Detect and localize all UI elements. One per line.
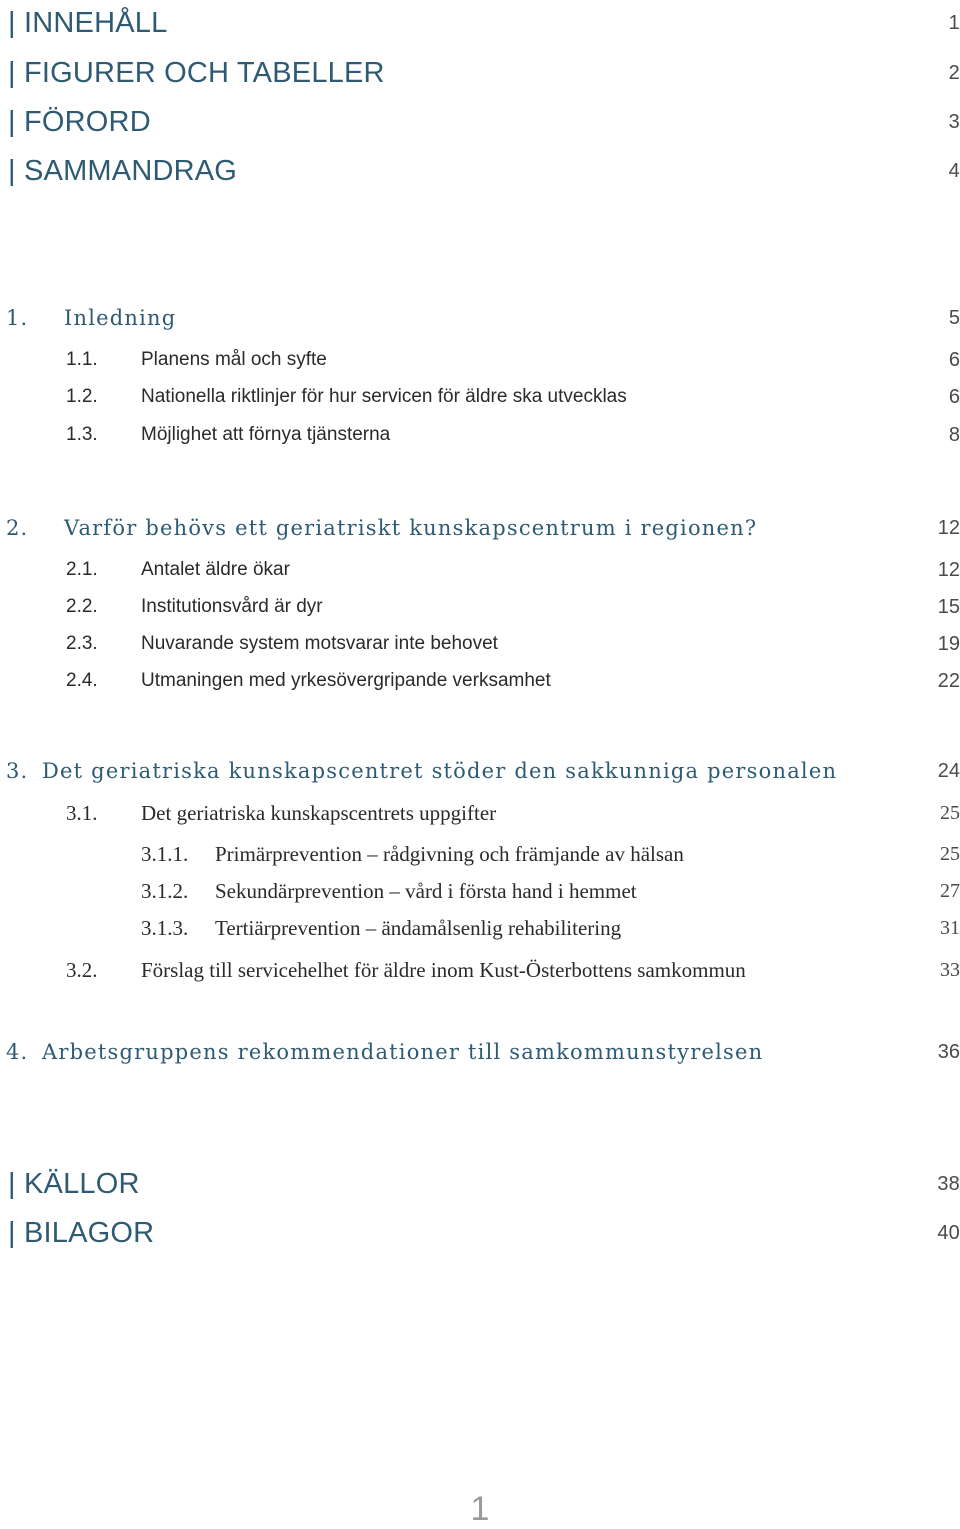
toc-entry-page: 40 — [937, 1222, 960, 1244]
section-page: 25 — [940, 802, 960, 824]
toc-entry-page: 2 — [948, 62, 960, 84]
section-number: 3.1.3. — [141, 916, 189, 940]
chapter-number: 2. — [6, 516, 29, 540]
section-number: 3.1.1. — [141, 842, 189, 866]
section-title: Antalet äldre ökar — [141, 559, 290, 580]
section-number: 1.2. — [66, 386, 98, 407]
toc-entry-page: 3 — [948, 111, 960, 133]
chapter-title: Varför behövs ett geriatriskt kunskapscentrum i regionen? — [64, 516, 758, 540]
toc-entry-page: 38 — [937, 1173, 960, 1195]
toc-entry-label: | FIGURER OCH TABELLER — [8, 57, 385, 89]
toc-entry-label: | FÖRORD — [8, 106, 151, 138]
section-page: 6 — [948, 386, 960, 408]
toc-entry-page: 4 — [948, 160, 960, 182]
section-number: 2.4. — [66, 670, 98, 691]
section-page: 33 — [940, 959, 960, 981]
toc-entry-label: | INNEHÅLL — [8, 7, 168, 39]
section-page: 6 — [948, 349, 960, 371]
section-page: 31 — [940, 917, 960, 939]
chapter-number: 3. — [6, 759, 29, 783]
toc-entry-label: | KÄLLOR — [8, 1168, 140, 1200]
section-page: 27 — [940, 880, 960, 902]
chapter-title: Det geriatriska kunskapscentret stöder den sakkunniga personalen — [42, 759, 838, 783]
chapter-page: 36 — [937, 1041, 960, 1063]
page-number: 1 — [470, 1490, 490, 1528]
section-number: 2.1. — [66, 559, 98, 580]
chapter-page: 24 — [937, 760, 960, 782]
section-title: Sekundärprevention – vård i första hand i hemmet — [215, 879, 637, 903]
section-title: Förslag till servicehelhet för äldre inom Kust-Österbottens samkommun — [141, 958, 746, 982]
chapter-number: 1. — [6, 306, 29, 330]
section-title: Nationella riktlinjer för hur servicen för äldre ska utvecklas — [141, 386, 627, 407]
section-title: Institutionsvård är dyr — [141, 596, 323, 617]
section-number: 3.1.2. — [141, 879, 189, 903]
toc-entry-label: | BILAGOR — [8, 1217, 155, 1249]
section-page: 8 — [948, 424, 960, 446]
section-number: 1.1. — [66, 349, 98, 370]
section-number: 3.2. — [66, 958, 98, 982]
section-page: 19 — [937, 633, 960, 655]
chapter-page: 5 — [948, 307, 960, 329]
section-number: 1.3. — [66, 424, 98, 445]
toc-entry-label: | SAMMANDRAG — [8, 155, 238, 187]
section-title: Utmaningen med yrkesövergripande verksamhet — [141, 670, 551, 691]
section-title: Möjlighet att förnya tjänsterna — [141, 424, 391, 445]
section-number: 2.3. — [66, 633, 98, 654]
section-title: Tertiärprevention – ändamålsenlig rehabilitering — [215, 916, 622, 940]
section-page: 25 — [940, 843, 960, 865]
chapter-title: Arbetsgruppens rekommendationer till samkommunstyrelsen — [42, 1040, 764, 1064]
section-number: 3.1. — [66, 801, 98, 825]
section-page: 12 — [937, 559, 960, 581]
chapter-page: 12 — [937, 517, 960, 539]
section-title: Planens mål och syfte — [141, 349, 327, 370]
section-page: 22 — [937, 670, 960, 692]
chapter-number: 4. — [6, 1040, 29, 1064]
chapter-title: Inledning — [64, 306, 177, 330]
toc-entry-page: 1 — [948, 12, 960, 34]
section-title: Primärprevention – rådgivning och främjande av hälsan — [215, 842, 684, 866]
section-title: Det geriatriska kunskapscentrets uppgifter — [141, 801, 497, 825]
section-number: 2.2. — [66, 596, 98, 617]
section-page: 15 — [937, 596, 960, 618]
section-title: Nuvarande system motsvarar inte behovet — [141, 633, 498, 654]
